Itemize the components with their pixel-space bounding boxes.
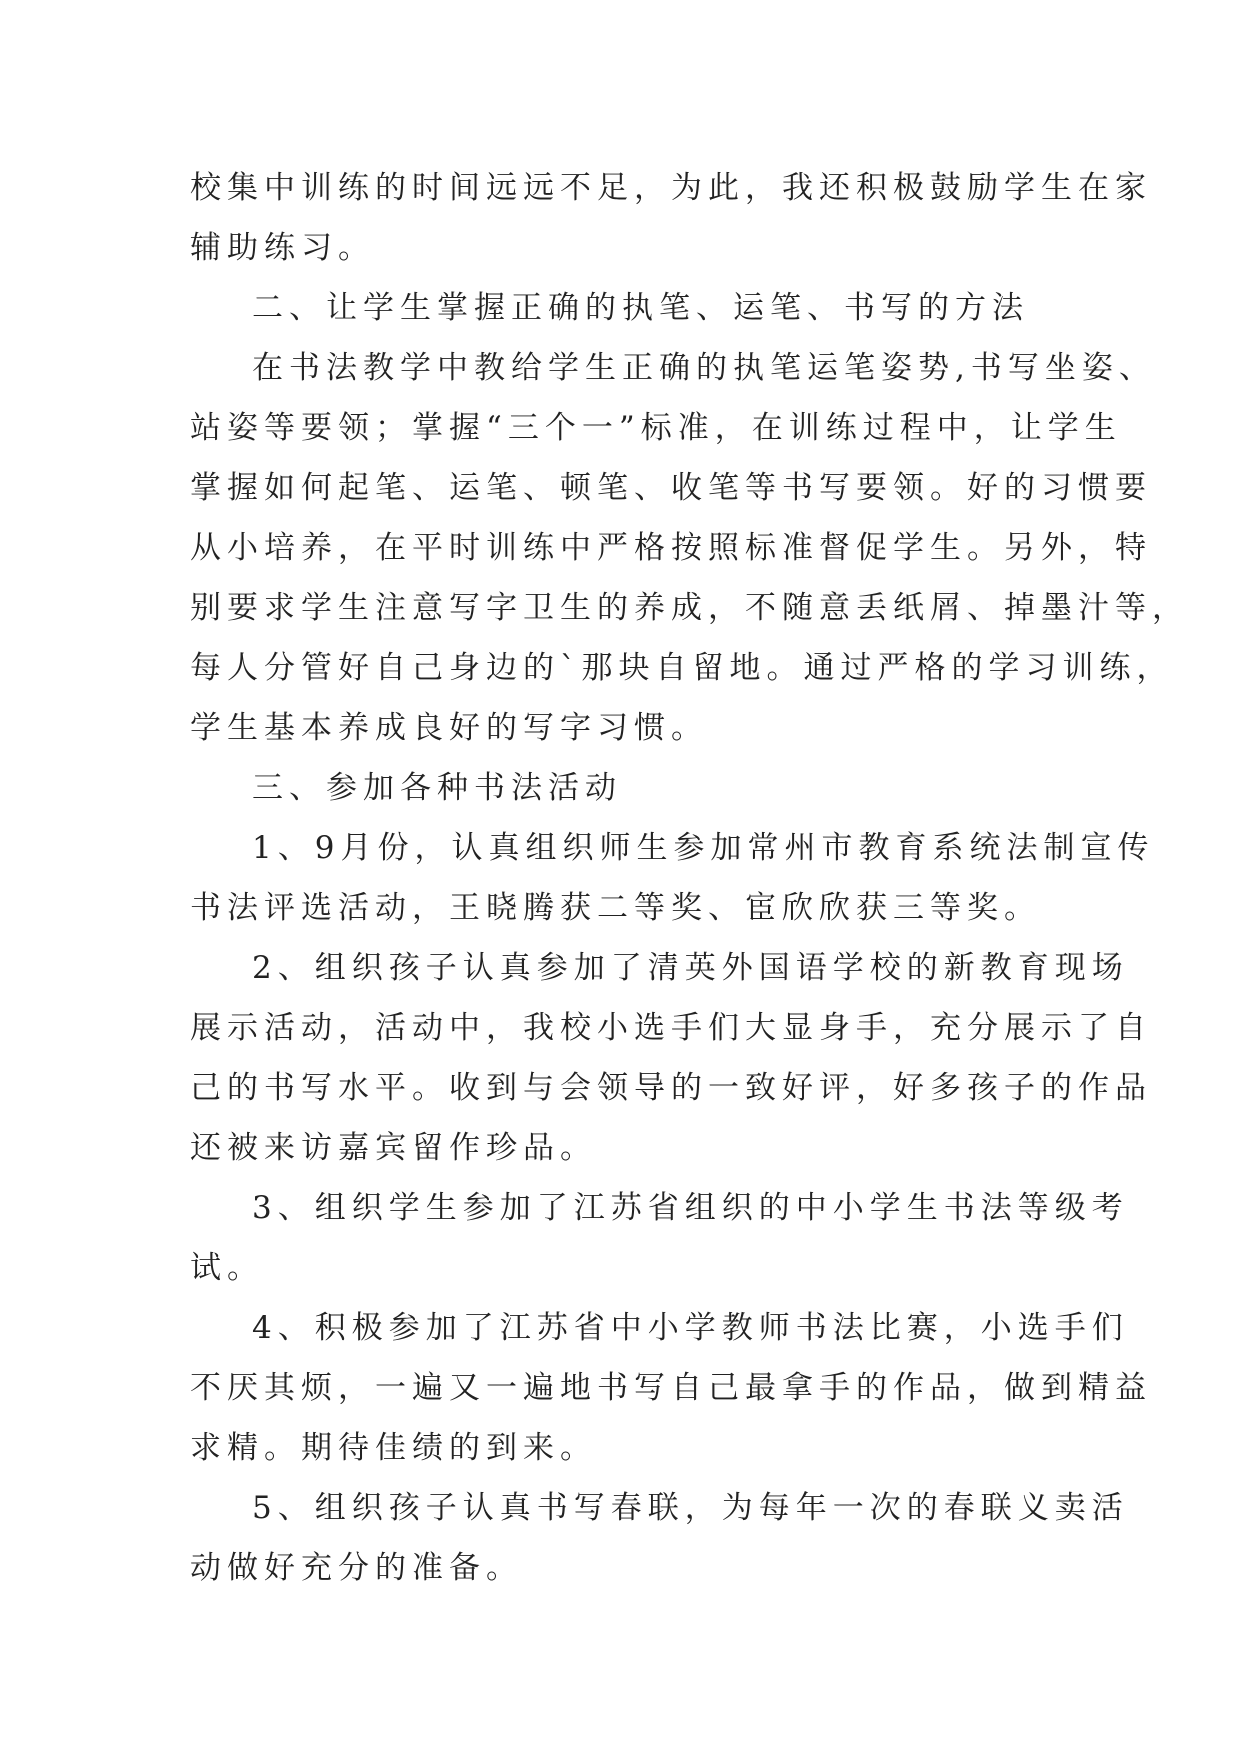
- text-line: 己的书写水平。收到与会领导的一致好评，好多孩子的作品: [190, 1070, 1152, 1106]
- section-heading: 二、让学生掌握正确的执笔、运笔、书写的方法: [252, 290, 1029, 326]
- text-line: 还被来访嘉宾留作珍品。: [190, 1130, 597, 1166]
- text-line: 在书法教学中教给学生正确的执笔运笔姿势,书写坐姿、: [252, 350, 1156, 386]
- text-line: 辅助练习。: [190, 230, 375, 266]
- body-text: [190, 158, 1189, 1598]
- text-line: 书法评选活动，王晓腾获二等奖、宦欣欣获三等奖。: [190, 890, 1041, 926]
- list-item: 5、组织孩子认真书写春联，为每年一次的春联义卖活: [252, 1490, 1129, 1526]
- text-line: 别要求学生注意写字卫生的养成，不随意丢纸屑、掉墨汁等，: [190, 590, 1189, 626]
- text-line: 站姿等要领；掌握“三个一”标准，在训练过程中，让学生: [190, 410, 1122, 446]
- text-line: 学生基本养成良好的写字习惯。: [190, 710, 708, 746]
- text-line: 不厌其烦，一遍又一遍地书写自己最拿手的作品，做到精益: [190, 1370, 1152, 1406]
- text-line: 掌握如何起笔、运笔、顿笔、收笔等书写要领。好的习惯要: [190, 470, 1152, 506]
- list-item: 2、组织孩子认真参加了清英外国语学校的新教育现场: [252, 950, 1129, 986]
- text-line: 每人分管好自己身边的`那块自留地。通过严格的学习训练，: [190, 650, 1174, 686]
- text-line: 动做好充分的准备。: [190, 1550, 523, 1586]
- list-item: 1、9月份，认真组织师生参加常州市教育系统法制宣传: [252, 830, 1155, 866]
- text-line: 从小培养，在平时训练中严格按照标准督促学生。另外，特: [190, 530, 1152, 566]
- text-line: 校集中训练的时间远远不足，为此，我还积极鼓励学生在家: [190, 170, 1152, 206]
- text-line: 试。: [190, 1250, 264, 1286]
- list-item: 4、积极参加了江苏省中小学教师书法比赛，小选手们: [252, 1310, 1129, 1346]
- text-line: 展示活动，活动中，我校小选手们大显身手，充分展示了自: [190, 1010, 1152, 1046]
- text-line: 求精。期待佳绩的到来。: [190, 1430, 597, 1466]
- section-heading: 三、参加各种书法活动: [252, 770, 622, 806]
- list-item: 3、组织学生参加了江苏省组织的中小学生书法等级考: [252, 1190, 1129, 1226]
